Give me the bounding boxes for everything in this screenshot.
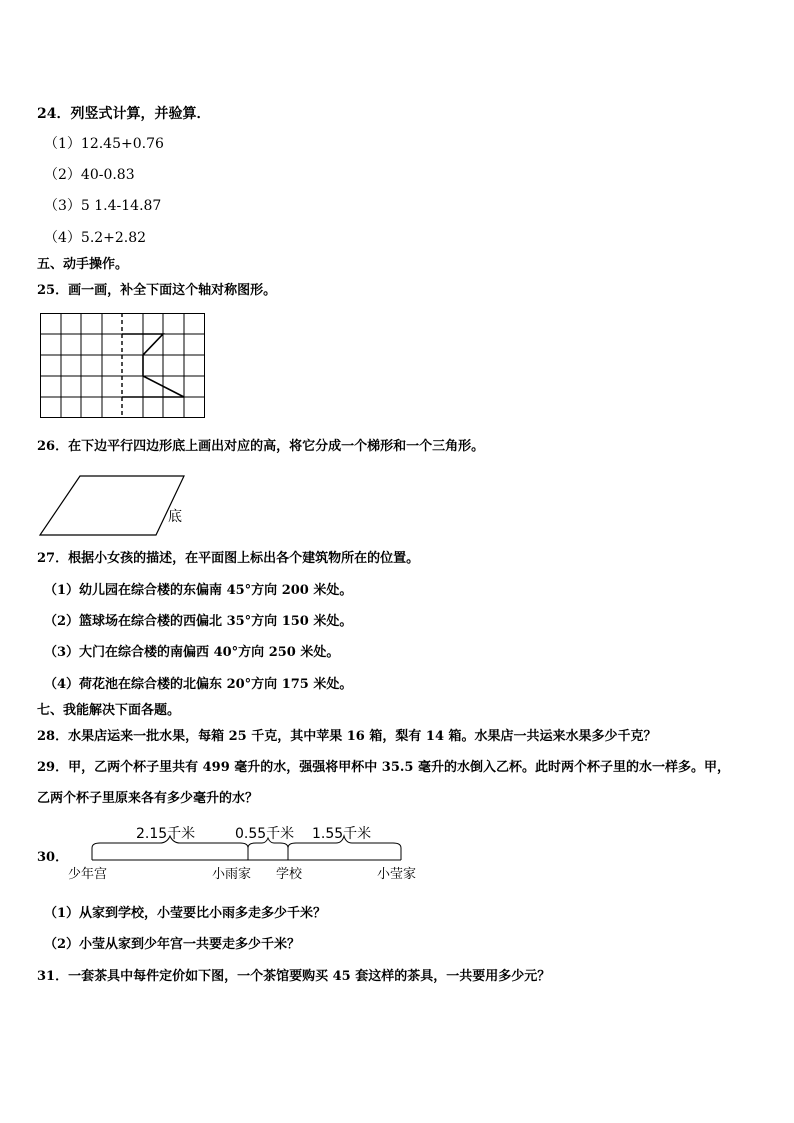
q26-title: 26．在下边平行四边形底上画出对应的高，将它分成一个梯形和一个三角形。 [37, 439, 485, 454]
q30-distance-3: 1.55千米 [312, 826, 372, 842]
q27-title: 27．根据小女孩的描述，在平面图上标出各个建筑物所在的位置。 [37, 551, 420, 566]
q30-place-youth-palace: 少年宫 [68, 867, 108, 882]
q29-line-2: 乙两个杯子里原来各有多少毫升的水？ [37, 791, 259, 806]
q24-item-1: （1）12.45+0.76 [44, 136, 164, 152]
q30-distance-1: 2.15千米 [136, 826, 196, 842]
q24-item-3: （3）5 1.4-14.87 [44, 198, 162, 214]
q30-item-1: （1）从家到学校，小莹要比小雨多走多少千米？ [44, 906, 327, 921]
q27-item-3: （3）大门在综合楼的南偏西 40°方向 250 米处。 [44, 645, 340, 660]
q24-item-2: （2）40-0.83 [44, 167, 135, 183]
q30-place-xiaoying-home: 小莹家 [377, 867, 417, 882]
q30-place-school: 学校 [276, 867, 303, 882]
q30-distance-2: 0.55千米 [235, 826, 295, 842]
q30-route-figure [60, 820, 440, 890]
q27-item-2: （2）篮球场在综合楼的西偏北 35°方向 150 米处。 [44, 614, 353, 629]
q27-item-4: （4）荷花池在综合楼的北偏东 20°方向 175 米处。 [44, 677, 353, 692]
q30-number: 30． [37, 850, 69, 865]
q30-item-2: （2）小莹从家到少年宫一共要走多少千米？ [44, 937, 301, 952]
q31-title: 31．一套茶具中每件定价如下图，一个茶馆要购买 45 套这样的茶具，一共要用多少元？ [37, 969, 551, 984]
q26-base-label: 底 [168, 509, 182, 525]
q24-item-4: （4）5.2+2.82 [44, 230, 147, 246]
q25-title: 25．画一画，补全下面这个轴对称图形。 [37, 283, 277, 298]
q24-title: 24．列竖式计算，并验算． [37, 106, 211, 122]
q27-item-1: （1）幼儿园在综合楼的东偏南 45°方向 200 米处。 [44, 583, 353, 598]
q30-place-xiaoyu-home: 小雨家 [212, 867, 252, 882]
q25-grid-figure [40, 313, 208, 421]
q28-title: 28．水果店运来一批水果，每箱 25 千克，其中苹果 16 箱，梨有 14 箱。水果店一共运来水果多少千克？ [37, 729, 657, 744]
section-7-heading: 七、我能解决下面各题。 [37, 703, 181, 718]
section-5-heading: 五、动手操作。 [37, 257, 129, 272]
q29-line-1: 29．甲，乙两个杯子里共有 499 毫升的水，强强将甲杯中 35.5 毫升的水倒入乙杯。此时两个杯子里的水一样多。甲， [37, 760, 730, 775]
